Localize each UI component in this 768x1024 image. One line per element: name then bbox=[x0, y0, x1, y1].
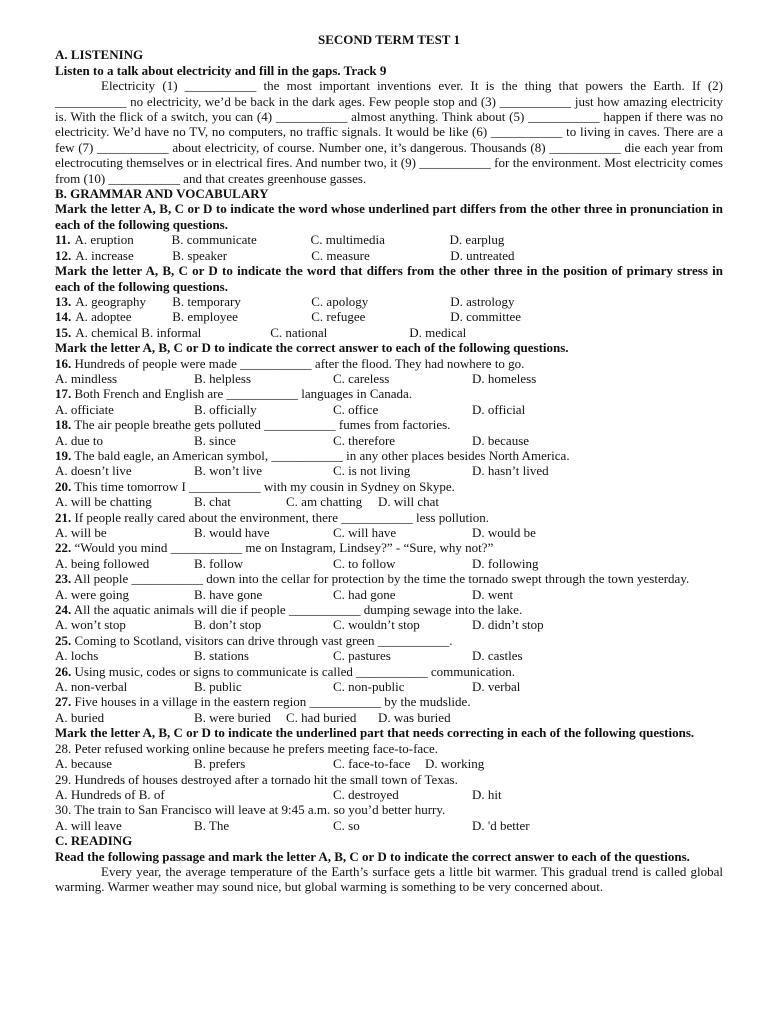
reading-passage: Every year, the average temperature of the Earth’s surface gets a little bit warmer. This gradual trend is called global warming. Warmer weather may sound nice, but global warming is something to be very concerned about. bbox=[55, 863, 723, 895]
question-number: 23. bbox=[55, 571, 72, 587]
option-d: D. was buried bbox=[378, 709, 451, 725]
option-c: C. national bbox=[270, 324, 328, 340]
section-heading-grammar: B. GRAMMAR AND VOCABULARY bbox=[55, 186, 269, 202]
question-stem bbox=[55, 386, 723, 401]
options-row bbox=[55, 525, 723, 540]
options-row bbox=[55, 433, 723, 448]
question-text: Peter refused working online because he prefers meeting face-to-face. bbox=[74, 740, 438, 756]
option-c: C. non-public bbox=[333, 679, 405, 695]
question-item bbox=[55, 602, 723, 633]
question-number: 17. bbox=[55, 386, 72, 402]
option-c: C. destroyed bbox=[333, 786, 399, 802]
option-d: D. castles bbox=[472, 648, 523, 664]
question-stem bbox=[55, 633, 723, 648]
option-a: A. were going bbox=[55, 586, 130, 602]
option-a: A. buried bbox=[55, 709, 105, 725]
options-row bbox=[55, 402, 723, 417]
question-item bbox=[55, 386, 723, 417]
option-c: C. multimedia bbox=[310, 232, 385, 248]
question-stem bbox=[55, 540, 723, 555]
question-stem bbox=[55, 802, 723, 817]
question-item bbox=[55, 417, 723, 448]
option-d: D. working bbox=[425, 756, 485, 772]
option-b: B. since bbox=[194, 432, 236, 448]
question-number: 29. bbox=[55, 771, 72, 787]
page-title: SECOND TERM TEST 1 bbox=[318, 32, 460, 47]
option-b: B. were buried bbox=[194, 709, 271, 725]
question-stem bbox=[55, 694, 723, 709]
question-row bbox=[55, 325, 723, 340]
question-item bbox=[55, 356, 723, 387]
option-a: A. due to bbox=[55, 432, 104, 448]
question-text: All the aquatic animals will die if people ___________ dumping sewage into the lake. bbox=[73, 602, 523, 618]
option-b: B. stations bbox=[194, 648, 249, 664]
option-c: C. therefore bbox=[333, 432, 396, 448]
question-number: 18. bbox=[55, 417, 72, 433]
option-c: C. apology bbox=[311, 293, 369, 309]
option-c: C. so bbox=[333, 817, 360, 833]
question-stem bbox=[55, 772, 723, 787]
options-row bbox=[55, 648, 723, 663]
option-b: B. chat bbox=[194, 494, 231, 510]
option-a: A. mindless bbox=[55, 370, 118, 386]
question-number: 12. bbox=[55, 247, 72, 263]
option-a: A. chemical B. informal bbox=[75, 324, 202, 340]
option-b: B. prefers bbox=[194, 756, 246, 772]
question-row bbox=[55, 248, 723, 263]
option-b: B. The bbox=[194, 817, 230, 833]
option-c: C. had buried bbox=[286, 709, 357, 725]
question-item bbox=[55, 633, 723, 664]
option-b: B. temporary bbox=[172, 293, 241, 309]
question-item bbox=[55, 694, 723, 725]
option-a: A. will be bbox=[55, 525, 107, 540]
question-row bbox=[55, 294, 723, 309]
question-stem bbox=[55, 602, 723, 617]
options-row bbox=[55, 787, 723, 802]
option-d: D. committee bbox=[450, 309, 522, 325]
question-number: 26. bbox=[55, 663, 72, 679]
option-d: D. didn’t stop bbox=[472, 617, 544, 633]
option-c: C. office bbox=[333, 401, 379, 417]
question-row bbox=[55, 309, 723, 324]
option-a: A. lochs bbox=[55, 648, 99, 664]
option-d: D. will chat bbox=[378, 494, 440, 510]
option-b: B. officially bbox=[194, 401, 257, 417]
option-d: D. homeless bbox=[472, 370, 537, 386]
question-item bbox=[55, 664, 723, 695]
question-row bbox=[55, 232, 723, 247]
option-a: A. Hundreds of B. of bbox=[55, 786, 165, 802]
question-text: The air people breathe gets polluted ___________ fumes from factories. bbox=[74, 417, 451, 433]
question-text: Coming to Scotland, visitors can drive through vast green ___________. bbox=[74, 632, 453, 648]
section-heading-listening: A. LISTENING bbox=[55, 47, 144, 63]
question-text: Hundreds of people were made ___________ after the flood. They had nowhere to go. bbox=[74, 355, 525, 371]
option-d: D. following bbox=[472, 555, 539, 571]
question-number: 20. bbox=[55, 478, 72, 494]
question-item bbox=[55, 540, 723, 571]
question-item bbox=[55, 448, 723, 479]
question-text: This time tomorrow I ___________ with my cousin in Sydney on Skype. bbox=[74, 478, 455, 494]
question-stem bbox=[55, 448, 723, 463]
option-c: C. wouldn’t stop bbox=[333, 617, 420, 633]
option-a: A. because bbox=[55, 756, 113, 772]
option-d: D. because bbox=[472, 432, 530, 448]
question-number: 16. bbox=[55, 355, 72, 371]
question-stem bbox=[55, 664, 723, 679]
option-a: A. increase bbox=[75, 247, 134, 263]
option-c: C. pastures bbox=[333, 648, 391, 664]
question-number: 30. bbox=[55, 802, 72, 818]
options-row bbox=[55, 556, 723, 571]
option-b: B. speaker bbox=[172, 247, 228, 263]
option-b: B. employee bbox=[172, 309, 238, 325]
instruction-stress: Mark the letter A, B, C or D to indicate the word that differs from the other three in the position of primary stress in each of the following questions. bbox=[55, 263, 723, 294]
option-d: D. 'd better bbox=[472, 817, 530, 833]
option-d: D. earplug bbox=[449, 232, 505, 248]
options-row bbox=[55, 818, 723, 833]
instruction-pronunciation: Mark the letter A, B, C or D to indicate the word whose underlined part differs from the other three in pronunciation in each of the following questions. bbox=[55, 201, 723, 232]
question-item bbox=[55, 772, 723, 803]
option-a: A. will be chatting bbox=[55, 494, 152, 510]
options-row bbox=[55, 587, 723, 602]
options-row bbox=[55, 494, 723, 509]
option-d: D. untreated bbox=[450, 247, 515, 263]
options-row bbox=[55, 617, 723, 632]
question-number: 11. bbox=[55, 232, 71, 248]
question-number: 19. bbox=[55, 447, 72, 463]
option-c: C. will have bbox=[333, 525, 397, 540]
option-d: D. hit bbox=[472, 786, 502, 802]
option-a: A. doesn’t live bbox=[55, 463, 132, 479]
option-a: A. will leave bbox=[55, 817, 122, 833]
question-number: 21. bbox=[55, 509, 72, 525]
option-c: C. is not living bbox=[333, 463, 411, 479]
option-b: B. follow bbox=[194, 555, 244, 571]
option-a: A. eruption bbox=[74, 232, 134, 248]
option-c: C. careless bbox=[333, 370, 390, 386]
option-b: B. communicate bbox=[171, 232, 257, 248]
option-d: D. official bbox=[472, 401, 526, 417]
option-d: D. went bbox=[472, 586, 514, 602]
options-row bbox=[55, 710, 723, 725]
question-number: 15. bbox=[55, 324, 72, 340]
option-c: C. to follow bbox=[333, 555, 396, 571]
option-b: B. would have bbox=[194, 525, 270, 540]
question-stem bbox=[55, 741, 723, 756]
option-a: A. won’t stop bbox=[55, 617, 126, 633]
instruction-correct-answer: Mark the letter A, B, C or D to indicate the correct answer to each of the following questions. bbox=[55, 340, 569, 356]
instruction-error-correction: Mark the letter A, B, C or D to indicate the underlined part that needs correcting in each of the following questions. bbox=[55, 725, 695, 741]
option-b: B. helpless bbox=[194, 370, 252, 386]
option-a: A. officiate bbox=[55, 401, 114, 417]
option-d: D. hasn’t lived bbox=[472, 463, 549, 479]
question-stem bbox=[55, 510, 723, 525]
question-text: All people ___________ down into the cellar for protection by the time the tornado swept through the town yesterday. bbox=[73, 571, 690, 587]
question-stem bbox=[55, 571, 723, 586]
question-number: 25. bbox=[55, 632, 72, 648]
listening-instruction: Listen to a talk about electricity and fill in the gaps. Track 9 bbox=[55, 62, 387, 78]
option-a: A. geography bbox=[75, 293, 147, 309]
question-item bbox=[55, 479, 723, 510]
options-row bbox=[55, 756, 723, 771]
option-c: C. had gone bbox=[333, 586, 396, 602]
question-text: Hundreds of houses destroyed after a tornado hit the small town of Texas. bbox=[74, 771, 458, 787]
question-text: The bald eagle, an American symbol, ___________ in any other places besides North America. bbox=[74, 447, 570, 463]
question-number: 28. bbox=[55, 740, 72, 756]
option-a: A. adoptee bbox=[75, 309, 132, 325]
question-number: 22. bbox=[55, 540, 72, 556]
question-stem bbox=[55, 417, 723, 432]
question-text: The train to San Francisco will leave at 9:45 a.m. so you’d better hurry. bbox=[74, 802, 446, 818]
question-stem bbox=[55, 356, 723, 371]
options-row bbox=[55, 679, 723, 694]
question-number: 14. bbox=[55, 309, 72, 325]
question-number: 24. bbox=[55, 602, 72, 618]
option-b: B. won’t live bbox=[194, 463, 263, 479]
question-text: Both French and English are ___________ languages in Canada. bbox=[74, 386, 413, 402]
option-d: D. would be bbox=[472, 525, 536, 540]
question-text: Five houses in a village in the eastern region ___________ by the mudslide. bbox=[74, 694, 471, 710]
question-item bbox=[55, 741, 723, 772]
reading-instruction: Read the following passage and mark the letter A, B, C or D to indicate the correct answer to each of the questions. bbox=[55, 848, 690, 864]
option-c: C. measure bbox=[311, 247, 370, 263]
option-c: C. refugee bbox=[311, 309, 366, 325]
option-d: D. verbal bbox=[472, 679, 521, 695]
question-item bbox=[55, 571, 723, 602]
question-item bbox=[55, 510, 723, 541]
listening-passage: Electricity (1) ___________ the most important inventions ever. It is the thing that powers the Earth. If (2) ___________ no electricity, we’d be back in the dark ages. Few people stop and (3) ___________ just how amazing electricity is. With the flick of a switch, you can (4) ___________ almost anything. Think about (5) ___________ happen if there was no electricity. We’d have no TV, no computers, no traffic signals. It would be like (6) ___________ to living in caves. There are a few (7) ___________ about electricity, of course. Number one, it’s dangerous. Thousands (8) ___________ die each year from electrocuting themselves or in electrical fires. And number two, it (9) ___________ for the environment. Most electricity comes from (10) ___________ and that creates greenhouse gasses. bbox=[55, 78, 723, 186]
options-row bbox=[55, 371, 723, 386]
option-b: B. public bbox=[194, 679, 242, 695]
option-d: D. astrology bbox=[450, 293, 515, 309]
option-c: C. face-to-face bbox=[333, 756, 411, 772]
question-number: 27. bbox=[55, 694, 72, 710]
question-number: 13. bbox=[55, 293, 72, 309]
option-b: B. don’t stop bbox=[194, 617, 262, 633]
options-row bbox=[55, 463, 723, 478]
question-item bbox=[55, 802, 723, 833]
option-c: C. am chatting bbox=[286, 494, 363, 510]
question-stem bbox=[55, 479, 723, 494]
question-text: “Would you mind ___________ me on Instagram, Lindsey?” - “Sure, why not?” bbox=[74, 540, 494, 556]
question-text: Using music, codes or signs to communicate is called ___________ communication. bbox=[74, 663, 515, 679]
option-a: A. being followed bbox=[55, 555, 150, 571]
option-a: A. non-verbal bbox=[55, 679, 128, 695]
section-heading-reading: C. READING bbox=[55, 833, 133, 849]
option-d: D. medical bbox=[409, 324, 467, 340]
question-text: If people really cared about the environment, there ___________ less pollution. bbox=[74, 509, 489, 525]
option-b: B. have gone bbox=[194, 586, 263, 602]
